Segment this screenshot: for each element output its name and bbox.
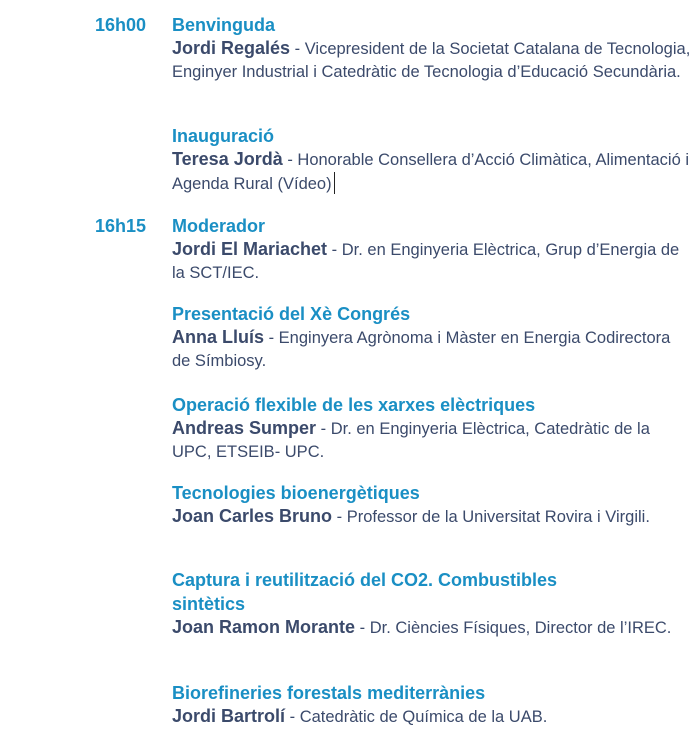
entry-description [172,505,692,529]
speaker-name: Jordi Regalés [172,38,291,58]
entry-title: Captura i reutilització del CO2. Combustibles sintètics [172,570,558,614]
speaker-name: Anna Lluís [172,327,265,347]
speaker-name: Joan Carles Bruno [172,506,333,526]
program-entry-captura-co2 [172,568,672,640]
speaker-name: Teresa Jordà [172,149,283,169]
speaker-role: - Dr. Ciències Físiques, Director de l’IREC. [355,619,672,637]
entry-title: Biorefineries forestals mediterrànies [172,683,486,703]
entry-description [172,238,692,285]
speaker-name: Jordi El Mariachet [172,239,328,259]
entry-description [172,705,692,729]
speaker-role: - Catedràtic de Química de la UAB. [285,708,548,726]
speaker-role: - Enginyera Agrònoma i Màster en Energia Codirectora de Símbiosy. [172,329,671,370]
speaker-role: - Dr. en Enginyeria Elèctrica, Catedràtic de la UPC, ETSEIB- UPC. [172,420,650,461]
speaker-name: Joan Ramon Morante [172,617,356,637]
program-entry-inauguracio [172,124,692,196]
entry-title: Tecnologies bioenergètiques [172,483,420,503]
entry-title: Benvinguda [172,15,276,35]
program-entry-biorefineries [172,681,692,729]
entry-description [172,37,692,84]
speaker-role: - Professor de la Universitat Rovira i Virgili. [332,508,650,526]
speaker-role: - Dr. en Enginyeria Elèctrica, Grup d’Energia de la SCT/IEC. [172,241,680,282]
program-entry-moderador [172,214,692,285]
speaker-role: - Honorable Consellera d’Acció Climàtica, Alimentació i Agenda Rural (Vídeo) [172,151,689,193]
speaker-name: Jordi Bartrolí [172,706,286,726]
program-entry-presentacio [172,302,692,373]
program-entry-bioenergetiques [172,481,692,529]
entry-description [172,326,692,373]
entry-description [172,148,692,196]
program-entry-xarxes-electriques [172,393,692,464]
program-entry-benvinguda [172,13,692,84]
entry-title: Presentació del Xè Congrés [172,304,411,324]
session-time: 16h15 [95,216,147,236]
text-cursor [334,172,335,194]
entry-title: Operació flexible de les xarxes elèctriques [172,395,536,415]
entry-description [172,616,687,640]
entry-title: Moderador [172,216,266,236]
speaker-name: Andreas Sumper [172,418,317,438]
entry-description [172,417,692,464]
session-time: 16h00 [95,15,147,35]
entry-title: Inauguració [172,126,275,146]
speaker-role: - Vicepresident de la Societat Catalana de Tecnologia, Enginyer Industrial i Catedràtic de Tecnologia d’Educació Secundària. [172,40,691,81]
